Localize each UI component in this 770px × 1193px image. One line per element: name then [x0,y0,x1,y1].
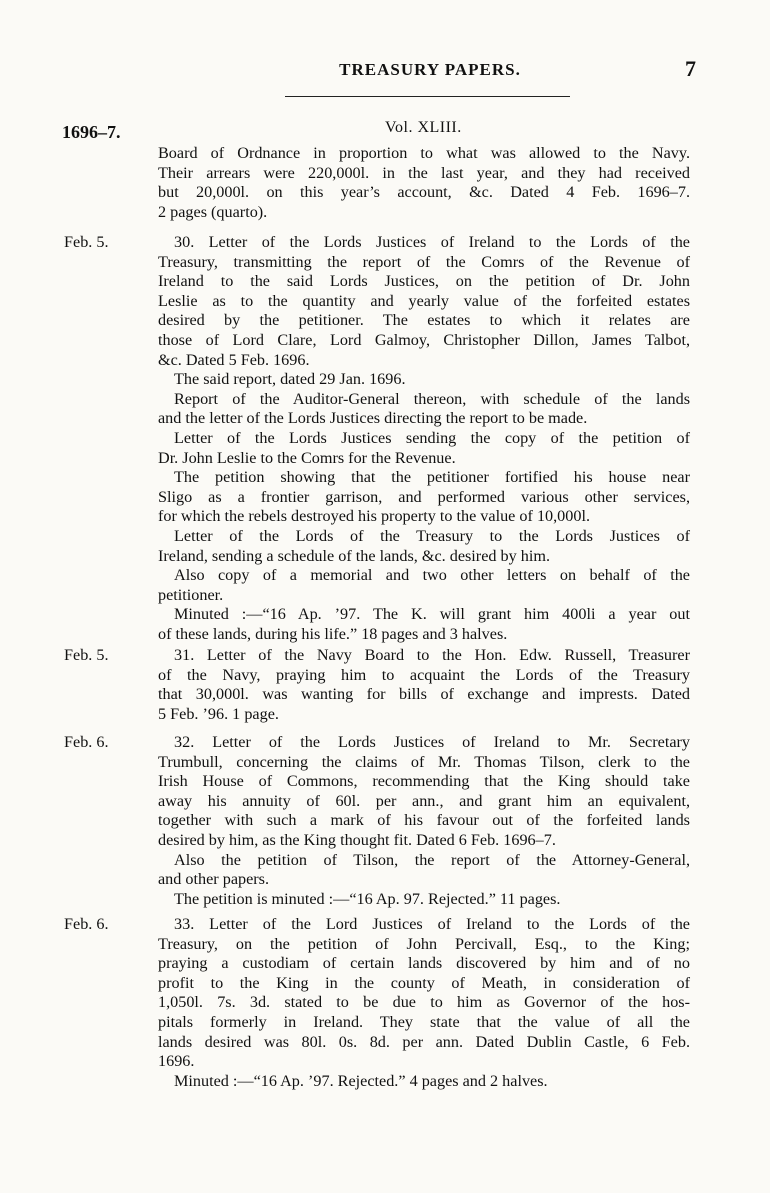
text-line: Their arrears were 220,000l. in the last year, and they had received [158,163,690,182]
text-line: lands desired was 80l. 0s. 8d. per ann. Dated Dublin Castle, 6 Feb. [158,1032,690,1051]
entry-date: Feb. 5. [64,233,109,251]
page-number: 7 [685,56,696,81]
text-line: pitals formerly in Ireland. They state that the value of all the [158,1012,690,1031]
text-line: those of Lord Clare, Lord Galmoy, Christopher Dillon, James Talbot, [158,330,690,349]
entry-31 [158,646,690,724]
text-line: Sligo as a frontier garrison, and performed various other services, [158,487,690,506]
text-line: and the letter of the Lords Justices directing the report to be made. [158,409,588,428]
text-line: profit to the King in the county of Meath, in consideration of [158,973,690,992]
entry-date: Feb. 6. [64,733,109,751]
header-rule [285,96,570,97]
text-line: The petition is minuted :—“16 Ap. 97. Rejected.” 11 pages. [174,889,561,908]
text-line: Also copy of a memorial and two other letters on behalf of the [174,566,690,585]
text-line: Dr. John Leslie to the Comrs for the Revenue. [158,448,456,467]
volume-label: Vol. XLIII. [385,119,462,136]
text-line: Treasury, on the petition of John Percivall, Esq., to the King; [158,934,690,953]
text-line: Ireland to the said Lords Justices, on the petition of Dr. John [158,272,690,291]
running-header-title: TREASURY PAPERS. [339,60,521,79]
text-line: Ireland, sending a schedule of the lands, &c. desired by him. [158,546,550,565]
text-line: The petition showing that the petitioner fortified his house near [174,468,690,487]
text-line: petitioner. [158,585,224,604]
text-line: Treasury, transmitting the report of the Comrs of the Revenue of [158,252,690,271]
text-line: Trumbull, concerning the claims of Mr. Thomas Tilson, clerk to the [158,752,690,771]
year-label: 1696–7. [62,122,121,142]
entry-30 [158,233,690,644]
text-line: 1,050l. 7s. 3d. stated to be due to him as Governor of the hos- [158,993,690,1012]
text-line: and other papers. [158,870,270,889]
text-line: that 30,000l. was wanting for bills of exchange and imprests. Dated [158,685,690,704]
text-line: Also the petition of Tilson, the report of the Attorney-General, [174,850,690,869]
text-line: The said report, dated 29 Jan. 1696. [174,370,406,389]
entry-33 [158,915,690,1091]
text-line: Report of the Auditor-General thereon, with schedule of the lands [174,389,690,408]
text-line: 31. Letter of the Navy Board to the Hon. Edw. Russell, Treasurer [174,646,690,664]
entry-date: Feb. 6. [64,915,109,933]
text-line: 1696. [158,1052,195,1071]
text-line: away his annuity of 60l. per ann., and grant him an equivalent, [158,791,690,810]
text-line: praying a custodiam of certain lands discovered by him and of no [158,954,690,973]
text-line: desired by him, as the King thought fit. Dated 6 Feb. 1696–7. [158,830,556,849]
text-line: &c. Dated 5 Feb. 1696. [158,350,310,369]
text-line: 30. Letter of the Lords Justices of Ireland to the Lords of the [174,233,690,251]
text-line: Minuted :—“16 Ap. ’97. The K. will grant him 400li a year out [174,605,690,624]
text-line: of the Navy, praying him to acquaint the Lords of the Treasury [158,665,690,684]
text-line: 33. Letter of the Lord Justices of Ireland to the Lords of the [174,915,690,933]
text-line: desired by the petitioner. The estates to which it relates are [158,311,690,330]
text-line: together with such a mark of his favour out of the forfeited lands [158,811,690,830]
entry-date: Feb. 5. [64,646,109,664]
text-line: for which the rebels destroyed his property to the value of 10,000l. [158,507,591,526]
text-line: but 20,000l. on this year’s account, &c. Dated 4 Feb. 1696–7. [158,183,690,202]
text-line: 32. Letter of the Lords Justices of Ireland to Mr. Secretary [174,733,690,751]
entry-32 [158,733,690,909]
text-line: of these lands, during his life.” 18 pages and 3 halves. [158,624,508,643]
text-line: Leslie as to the quantity and yearly value of the forfeited estates [158,291,690,310]
text-line: Minuted :—“16 Ap. ’97. Rejected.” 4 pages and 2 halves. [174,1071,548,1090]
text-line: Irish House of Commons, recommending that the King should take [158,772,690,791]
text-line: Letter of the Lords Justices sending the copy of the petition of [174,428,690,447]
text-line: Letter of the Lords of the Treasury to the Lords Justices of [174,526,690,545]
intro-paragraph [158,144,690,222]
text-line: 2 pages (quarto). [158,202,268,221]
text-line: 5 Feb. ’96. 1 page. [158,704,279,723]
text-line: Board of Ordnance in proportion to what was allowed to the Navy. [158,144,690,162]
